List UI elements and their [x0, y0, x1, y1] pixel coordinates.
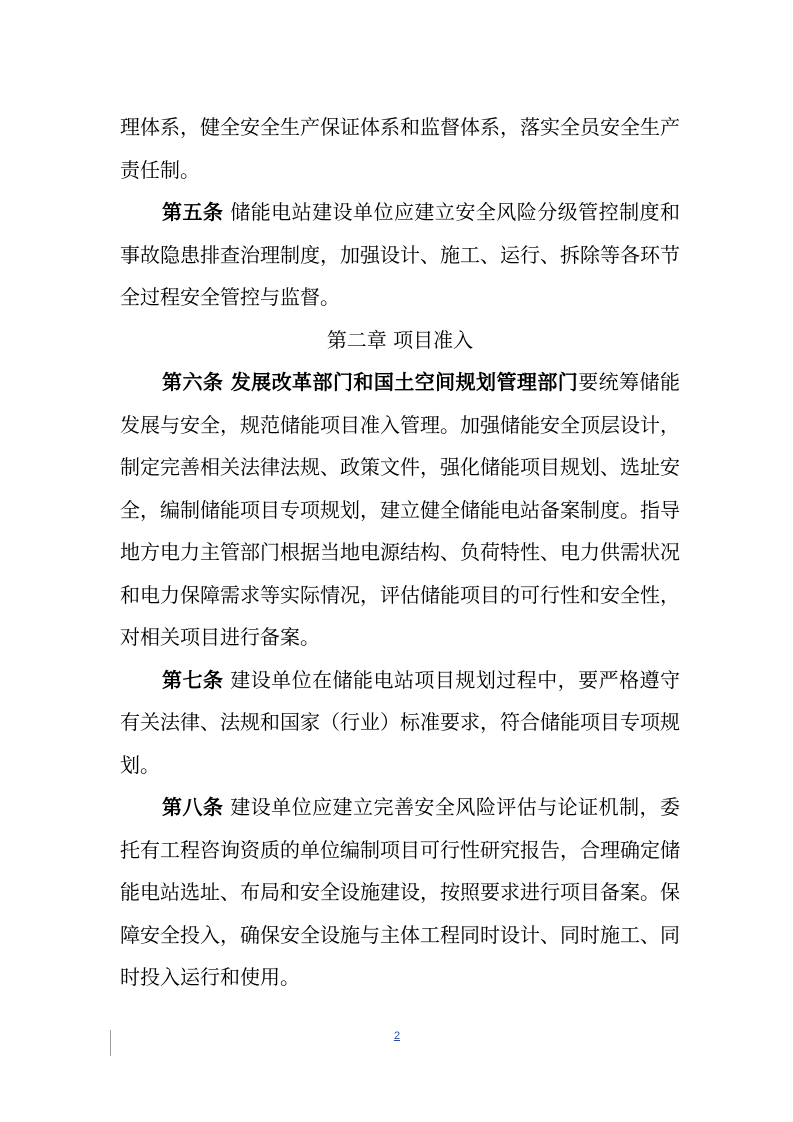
article-8-label: 第八条	[162, 795, 224, 819]
left-margin-marker	[110, 1030, 111, 1056]
paragraph-continuation	[120, 106, 680, 191]
article-7-text: 建设单位在储能电站项目规划过程中，要严格遵守有关法律、法规和国家（行业）标准要求，符合储能项目专项规划。	[120, 667, 681, 777]
article-6-organization: 发展改革部门和国土空间规划管理部门	[223, 370, 579, 394]
chapter-2-title: 第二章 项目准入	[326, 327, 474, 352]
article-8-text: 建设单位应建立完善安全风险评估与论证机制，委托有工程咨询资质的单位编制项目可行性研究报告，合理确定储能电站选址、布局和安全设施建设，按照要求进行项目备案。保障安全投入，确保安全设施与主体工程同时设计、同时施工、同时投入运行和使用。	[120, 795, 681, 989]
article-6-label: 第六条	[162, 370, 224, 394]
article-7	[120, 659, 680, 787]
article-6	[120, 361, 680, 659]
article-7-label: 第七条	[162, 667, 224, 692]
document-body	[120, 106, 680, 999]
continuation-text: 理体系，健全安全生产保证体系和监督体系，落实全员安全生产责任制。	[120, 115, 680, 182]
article-5-label: 第五条	[162, 200, 224, 224]
page-number[interactable]: 2	[393, 1030, 401, 1042]
article-5	[120, 191, 680, 319]
chapter-2-heading	[120, 319, 680, 362]
article-5-text: 储能电站建设单位应建立安全风险分级管控制度和事故隐患排查治理制度，加强设计、施工、运行、拆除等各环节全过程安全管控与监督。	[120, 200, 681, 309]
article-6-text: 要统筹储能发展与安全，规范储能项目准入管理。加强储能安全顶层设计，制定完善相关法律法规、政策文件，强化储能项目规划、选址安全，编制储能项目专项规划，建立健全储能电站备案制度。指导地方电力主管部门根据当地电源结构、负荷特性、电力供需状况和电力保障需求等实际情况，评估储能项目的可行性和安全性，对相关项目进行备案。	[120, 370, 680, 649]
article-8	[120, 786, 680, 999]
